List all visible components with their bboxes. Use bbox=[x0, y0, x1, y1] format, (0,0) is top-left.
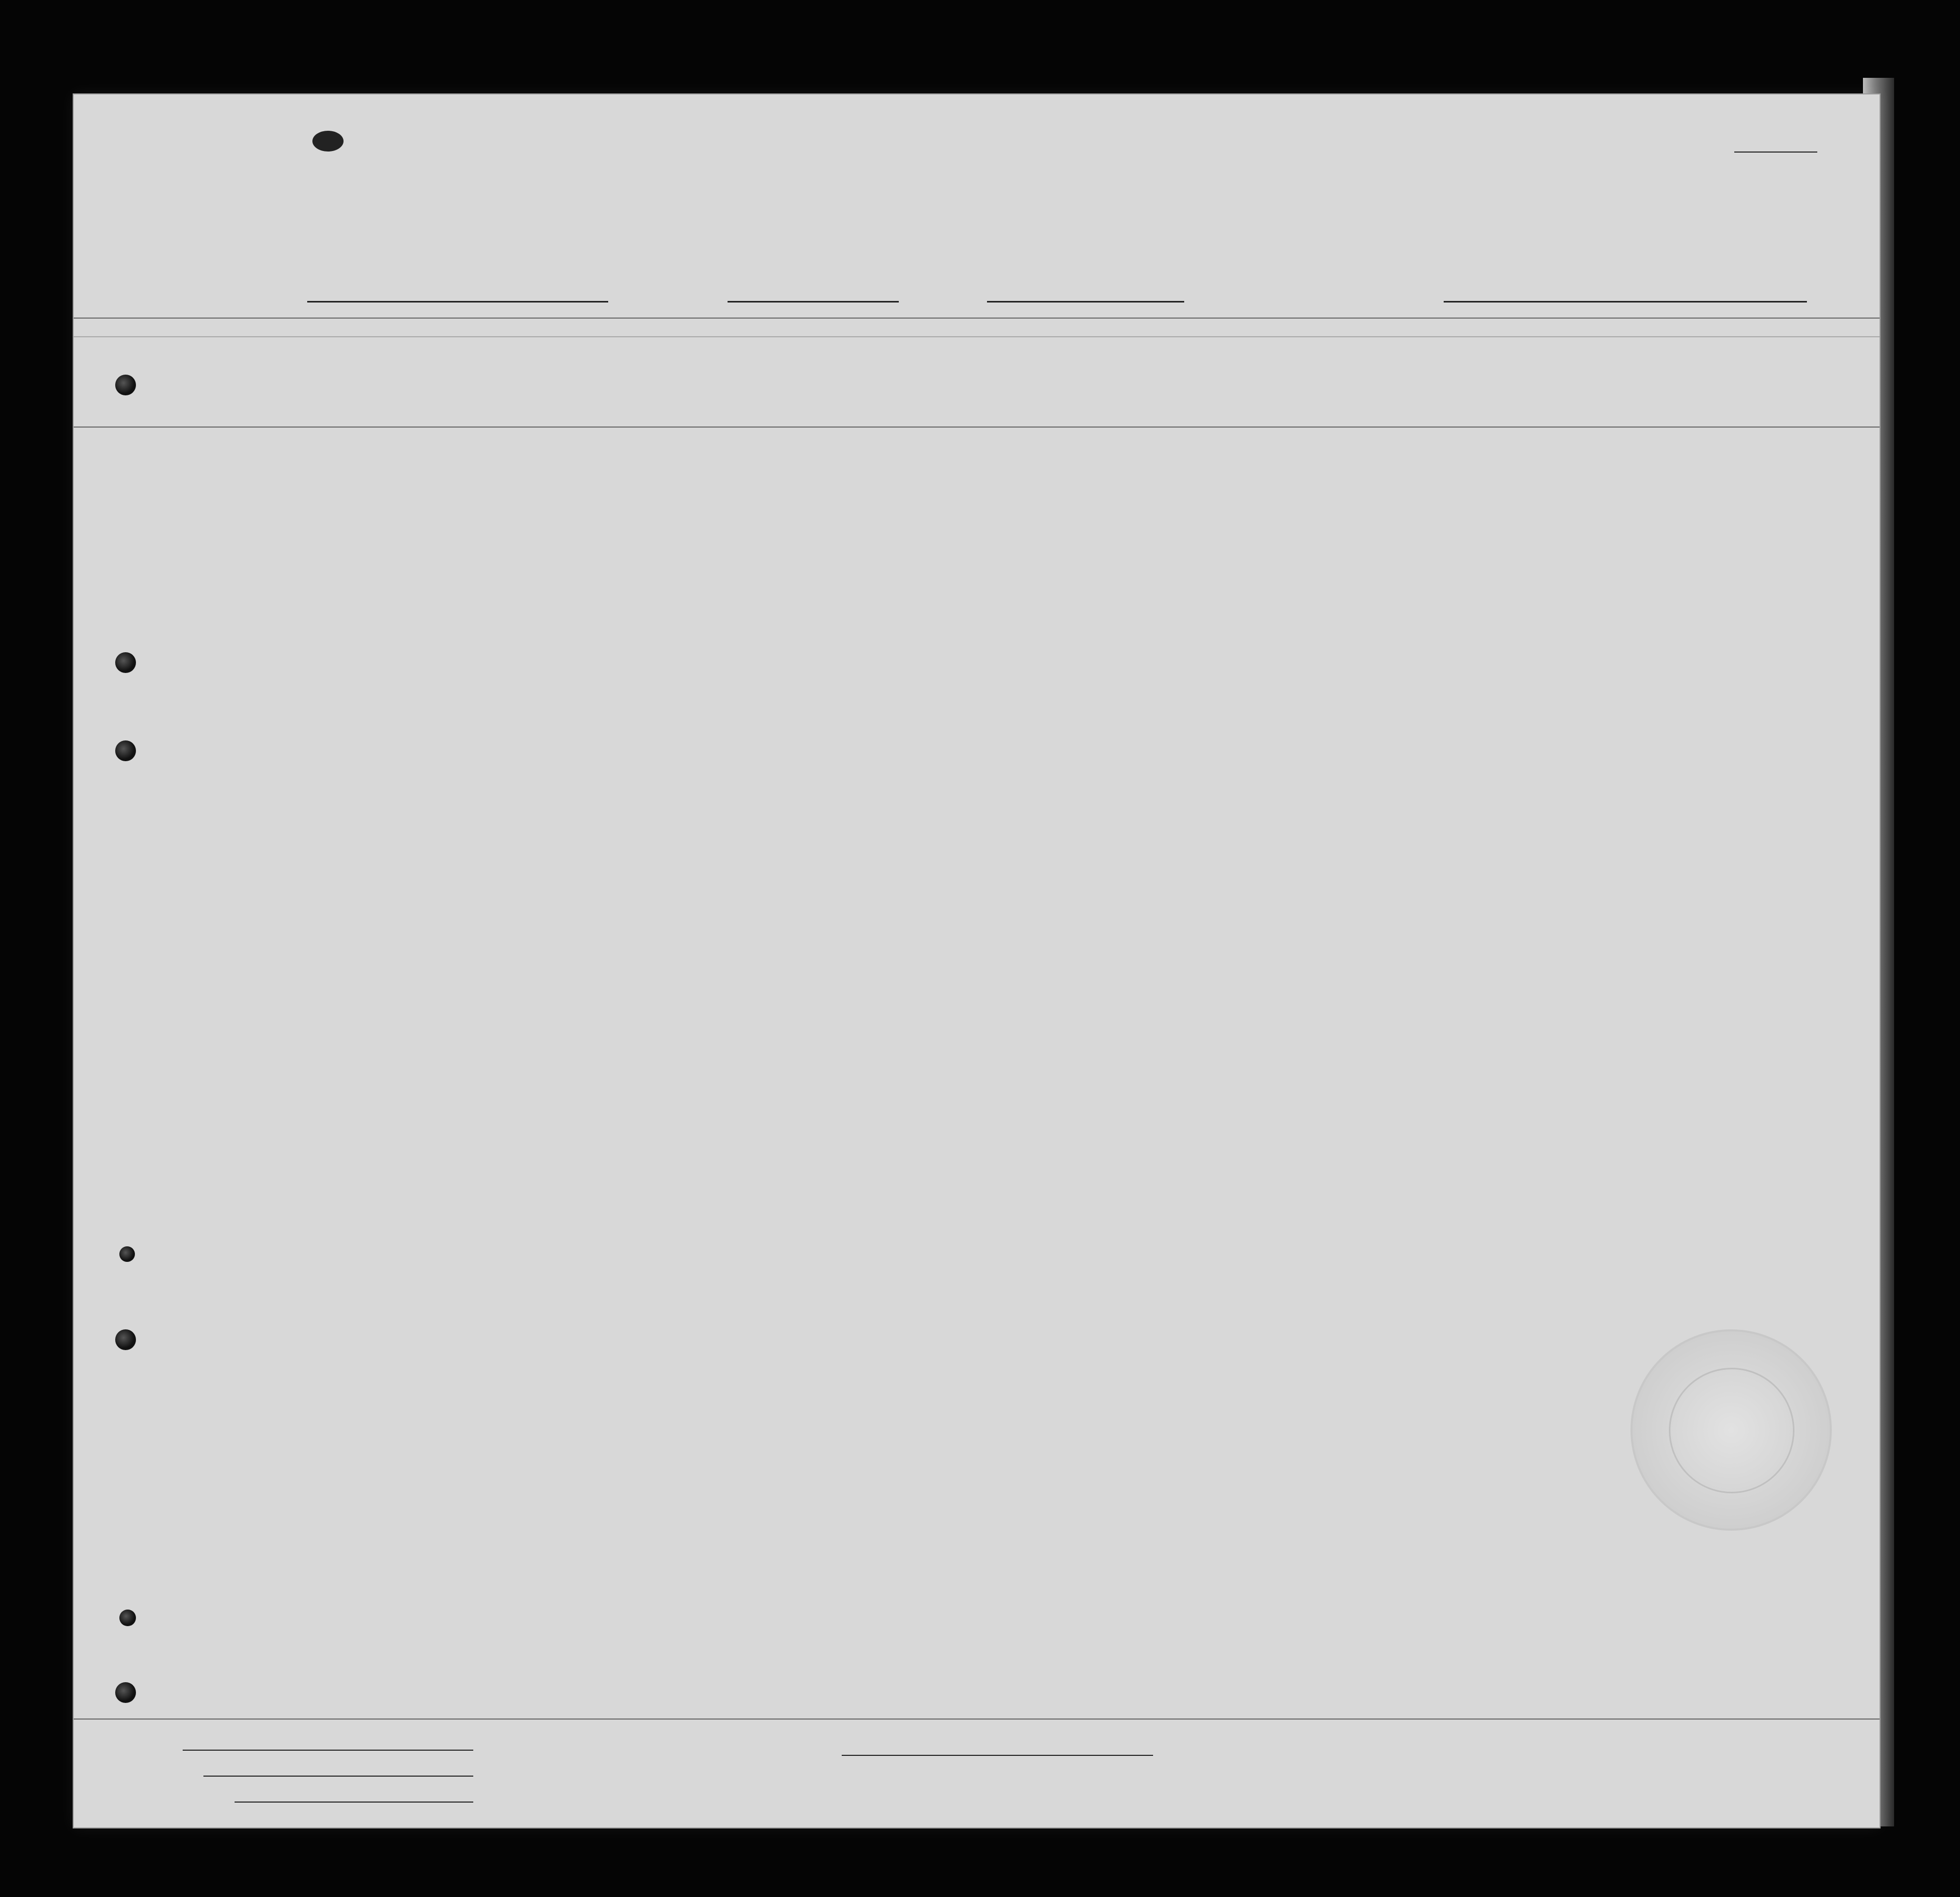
crew-table bbox=[74, 318, 1880, 1719]
line-field bbox=[183, 1750, 473, 1751]
from-port-line bbox=[1444, 301, 1807, 303]
arriving-line bbox=[728, 301, 899, 303]
owners-field bbox=[203, 1776, 473, 1777]
local-agents-field bbox=[235, 1802, 473, 1803]
punch-hole bbox=[115, 375, 136, 395]
service-check-marks bbox=[561, 427, 665, 1661]
embossed-seal bbox=[1630, 1329, 1832, 1531]
vessel-line bbox=[307, 301, 608, 303]
sheet-number-line bbox=[1734, 152, 1817, 153]
punch-hole bbox=[115, 740, 136, 761]
manifest-sheet bbox=[73, 93, 1881, 1829]
inspector-line bbox=[842, 1755, 1153, 1756]
footer-rule bbox=[74, 1719, 1880, 1720]
date-line bbox=[987, 301, 1184, 303]
punch-hole bbox=[119, 1610, 136, 1626]
punch-hole bbox=[119, 1246, 135, 1262]
printer-block bbox=[115, 131, 541, 152]
punch-hole bbox=[115, 1682, 136, 1703]
punch-hole bbox=[115, 652, 136, 673]
punch-hole bbox=[115, 1329, 136, 1350]
